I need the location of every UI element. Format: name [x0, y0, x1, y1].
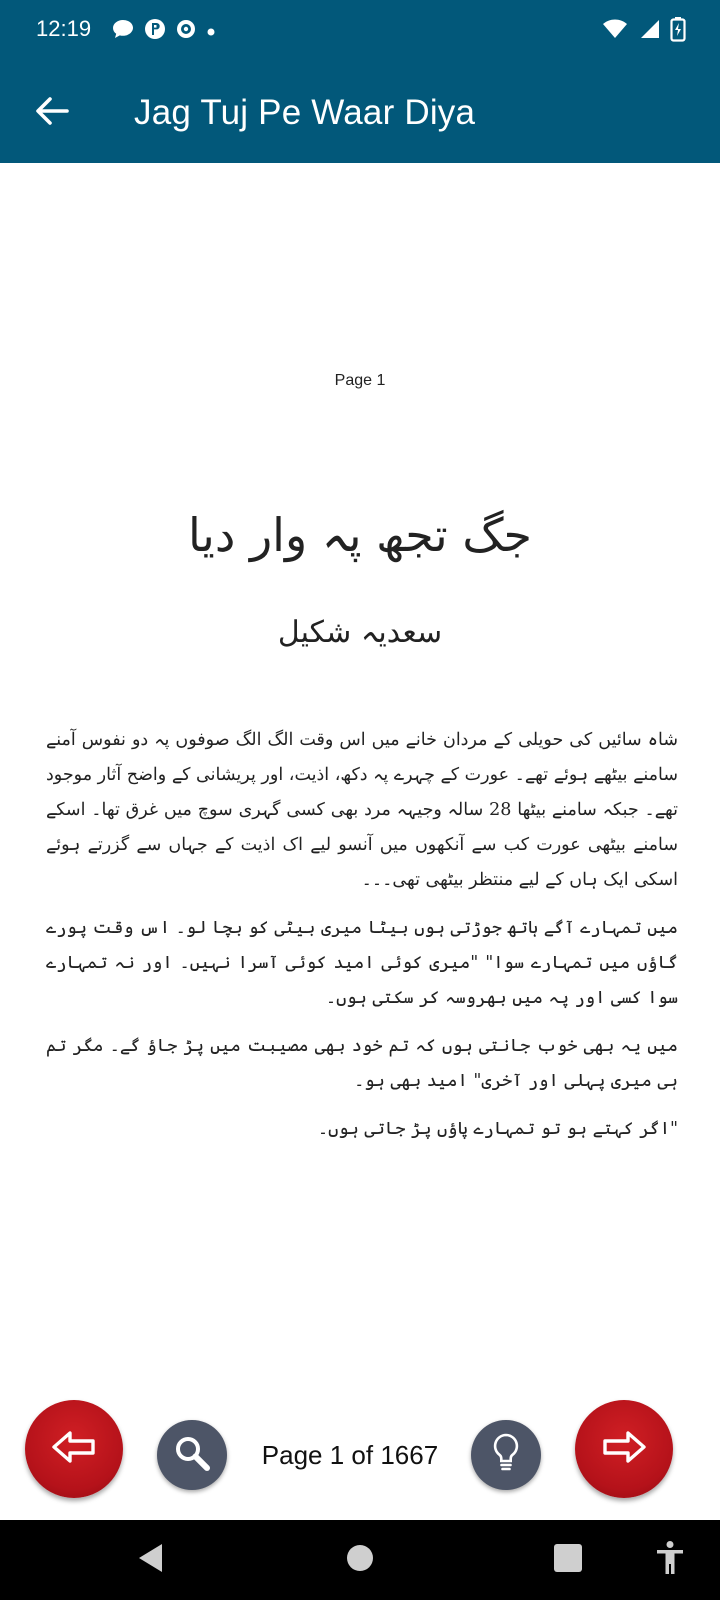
status-bar [0, 0, 720, 63]
p-app-icon [144, 18, 166, 44]
paragraph: میں تمہارے آگے ہاتھ جوڑتی ہوں بیٹا میری بیٹی کو بچا لو۔ اس وقت پورے گاؤں میں تمہارے سوا" "میری کوئی امید کوئی آسرا نہیں۔ اور نہ تمہارے سوا کسی اور پہ میں بھروسہ کر سکتی ہوں۔ [46, 918, 678, 1008]
system-icons [602, 16, 686, 46]
notification-icons [112, 18, 216, 44]
page-indicator: Page 1 of 1667 [261, 1440, 439, 1470]
hint-button[interactable] [471, 1420, 541, 1490]
nav-home-button[interactable] [338, 1540, 382, 1580]
book-title: جگ تجھ پہ وار دیا [188, 508, 532, 562]
book-author: سعدیہ شکیل [277, 615, 443, 650]
app-bar [0, 63, 720, 163]
home-circle-icon [346, 1544, 374, 1576]
battery-charging-icon [670, 16, 686, 46]
nav-back-button[interactable] [128, 1540, 172, 1580]
paragraph: شاہ سائیں کی حویلی کے مردان خانے میں اس وقت الگ الگ صوفوں پہ دو نفوس آمنے سامنے بیٹھے ہوئے تھے۔ عورت کے چہرے پہ دکھ، اذیت، اور پریشانی کے واضح آثار موجود تھے۔ جبکہ سامنے بیٹھا 28 سالہ وجیہہ مرد بھی کسی گہری سوچ میں غرق تھا۔ اسکے سامنے بیٹھی عورت کب سے آنکھوں میں آنسو لیے اک اذیت کے جہاں سے گزرتے ہوئے اسکی ایک ہاں کے لیے منتظر بیٹھی تھی۔۔۔ [46, 730, 678, 890]
back-triangle-icon [136, 1542, 164, 1578]
next-page-button[interactable] [575, 1400, 673, 1498]
status-time: 12:19 [36, 16, 92, 41]
arrow-right-outline-icon [601, 1430, 647, 1468]
search-button[interactable] [157, 1420, 227, 1490]
lightbulb-icon [491, 1432, 521, 1478]
media-app-icon [176, 19, 196, 43]
arrow-left-icon [35, 96, 69, 130]
accessibility-button[interactable] [648, 1540, 692, 1580]
dot-icon [206, 22, 216, 41]
page-number-label: Page 1 [334, 372, 386, 389]
cellular-signal-icon [638, 18, 660, 44]
magnifier-icon [172, 1433, 212, 1477]
paragraph: میں یہ بھی خوب جانتی ہوں کہ تم خود بھی مصیبت میں پڑ جاؤ گے۔ مگر تم ہی میری پہلی اور آخری" امید بھی ہو۔ [46, 1036, 678, 1091]
recents-square-icon [553, 1543, 583, 1577]
system-nav-bar [0, 1520, 720, 1600]
previous-page-button[interactable] [25, 1400, 123, 1498]
app-title: Jag Tuj Pe Waar Diya [134, 93, 476, 132]
paragraph: "اگر کہتے ہو تو تمہارے پاؤں پڑ جاتی ہوں۔ [317, 1119, 678, 1139]
nav-recents-button[interactable] [546, 1540, 590, 1580]
arrow-left-outline-icon [51, 1430, 97, 1468]
chat-bubble-icon [112, 19, 134, 43]
back-button[interactable] [28, 89, 76, 137]
wifi-icon [602, 18, 628, 44]
book-page[interactable] [0, 163, 720, 1398]
accessibility-icon [655, 1540, 685, 1580]
page-text [46, 723, 678, 1160]
